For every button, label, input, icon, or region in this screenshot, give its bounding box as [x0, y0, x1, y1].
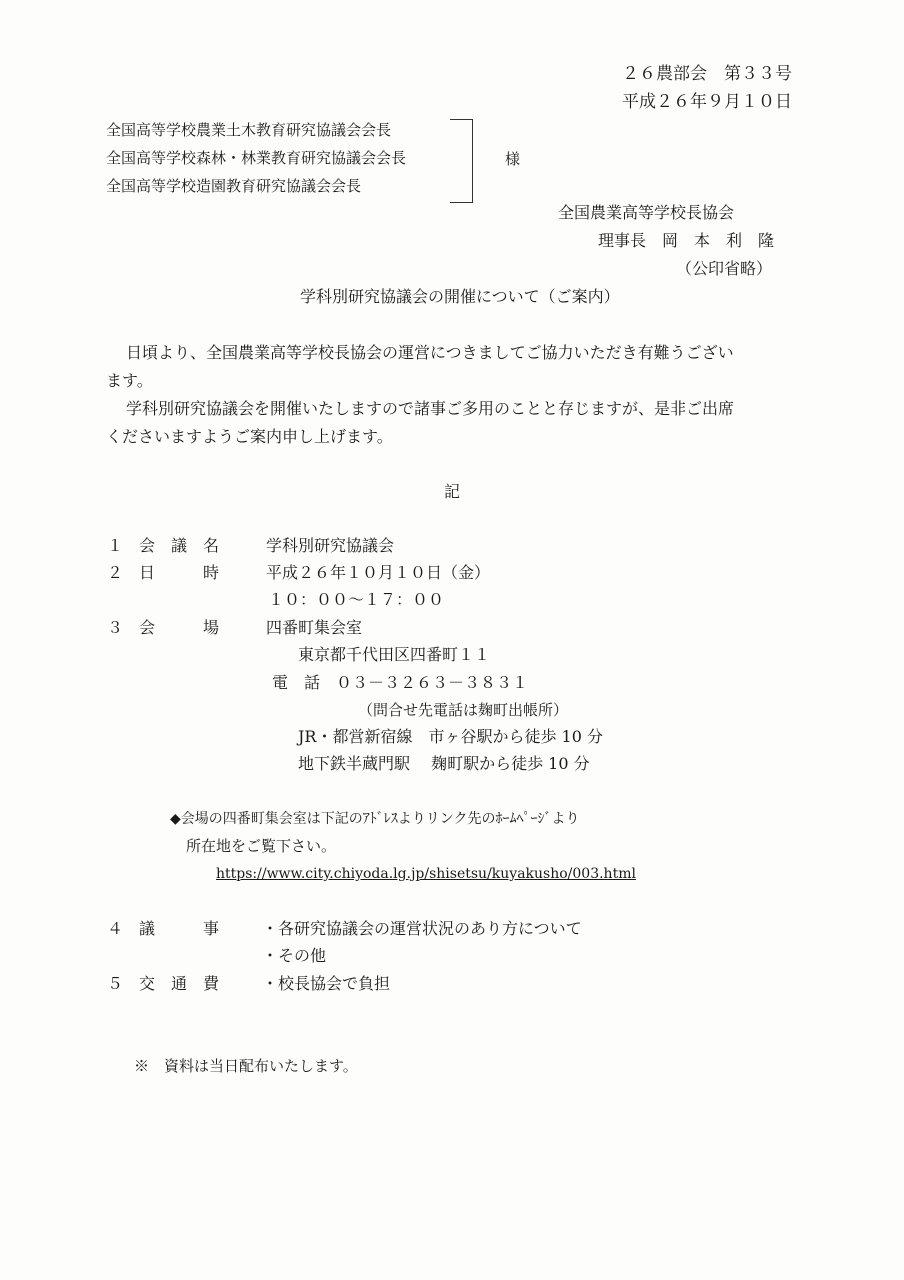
- document-number: ２６農部会 第３３号: [622, 64, 792, 84]
- body-paragraph-1-line-1: 日頃より、全国農業高等学校長協会の運営につきましてご協力いただき有難うござい: [126, 343, 734, 362]
- body-paragraph-2-line-1: 学科別研究協議会を開催いたしますので諸事ご多用のことと存じますが、是非ご出席: [126, 399, 735, 418]
- recipient-1: 全国高等学校農業土木教育研究協議会会長: [106, 121, 392, 139]
- item-2-time: １０：００～１７：００: [268, 590, 445, 609]
- item-4-value-2: ・その他: [262, 946, 327, 965]
- item-3-phone-note: （問合せ先電話は麹町出帳所）: [358, 701, 569, 719]
- item-3-access-jr: JR・都営新宿線 市ヶ谷駅から徒歩 10 分: [298, 727, 603, 746]
- item-5-label: ５ 交 通 費: [107, 974, 220, 993]
- item-3-phone: 電 話 ０３－３２６３－３８３１: [272, 673, 529, 692]
- venue-url-link[interactable]: https://www.city.chiyoda.lg.jp/shisetsu/kuyakusho/003.html: [216, 866, 636, 882]
- sender-name: 理事長 岡 本 利 隆: [598, 231, 775, 250]
- sender-organization: 全国農業高等学校長協会: [558, 203, 735, 222]
- item-4-value-1: ・各研究協議会の運営状況のあり方について: [262, 919, 582, 938]
- document-title: 学科別研究協議会の開催について（ご案内）: [300, 287, 620, 306]
- item-1-value: 学科別研究協議会: [266, 536, 395, 555]
- item-3-address: 東京都千代田区四番町１１: [298, 645, 491, 664]
- item-2-date: 平成２６年１０月１０日（金）: [266, 563, 491, 582]
- item-3-venue: 四番町集会室: [266, 618, 363, 637]
- venue-note-line-1: ◆会場の四番町集会室は下記のｱﾄﾞﾚｽよりリンク先のﾎｰﾑﾍﾟｰｼﾞより: [170, 811, 580, 827]
- document-date: 平成２６年９月１０日: [622, 92, 792, 112]
- honorific: 様: [505, 150, 521, 168]
- seal-note: （公印省略）: [676, 259, 773, 278]
- item-1-label: １ 会 議 名: [107, 536, 220, 555]
- item-2-label: ２ 日 時: [107, 563, 220, 582]
- venue-note-line-2: 所在地をご覧下さい。: [186, 837, 337, 855]
- item-5-value: ・校長協会で負担: [262, 974, 391, 993]
- body-paragraph-1-line-2: ます。: [106, 371, 153, 390]
- footnote: ※ 資料は当日配布いたします。: [134, 1057, 358, 1075]
- item-3-access-subway: 地下鉄半蔵門駅 麹町駅から徒歩 10 分: [298, 754, 590, 773]
- recipient-bracket: [450, 119, 473, 203]
- ki-heading: 記: [444, 482, 461, 501]
- recipient-2: 全国高等学校森林・林業教育研究協議会会長: [106, 149, 407, 167]
- item-4-label: ４ 議 事: [107, 919, 220, 938]
- body-paragraph-2-line-2: くださいますようご案内申し上げます。: [106, 427, 393, 446]
- recipient-3: 全国高等学校造園教育研究協議会会長: [106, 177, 362, 195]
- item-3-label: ３ 会 場: [107, 618, 220, 637]
